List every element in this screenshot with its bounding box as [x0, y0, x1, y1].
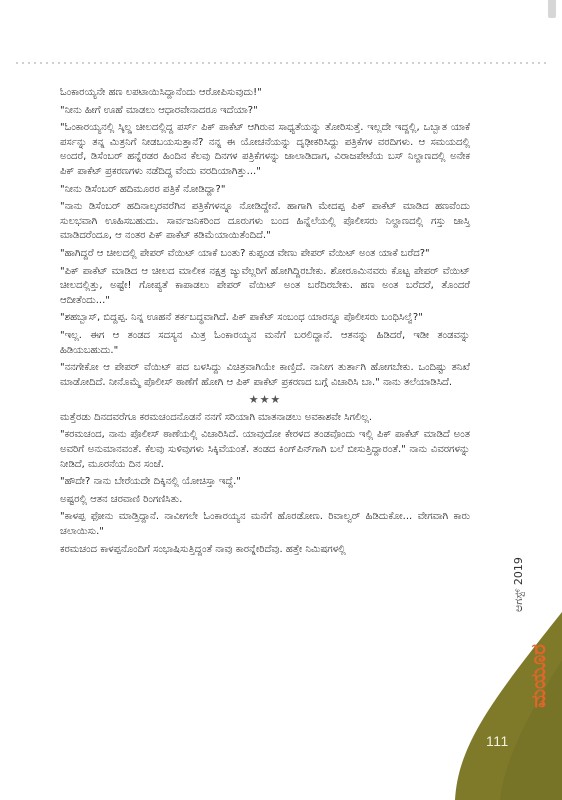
- issue-date: ಆಗಸ್ಟ್ 2019: [512, 557, 525, 612]
- paragraph: "ಶಹಬ್ಬಾಸ್, ಬಿದ್ದಪ್ಪ. ನಿನ್ನ ಊಹನೆ ತರ್ಕಬದ್ಧವಾಗಿದೆ. ಪಿಕ್ ಪಾಕೆಟ್ ಸಂಬಂಧ ಯಾರನ್ನೂ ಪೊಲೀಸರು ಬಂಧಿಸಿಲ್ವೆ?": [60, 312, 423, 324]
- paragraph: "ಪಿಕ್ ಪಾಕೆಟ್ ಮಾಡಿದ ಆ ಚೀಲದ ಮಾಲೀಕ ನಕ್ಷತ್ರ ಜ್ಯುವೆಲ್ಲರಿಗೆ ಹೋಗಿದ್ದಿರಬೇಕು. ಶೋರೂಮಿನವರು ಕೊಟ್ಟ ಪೇಪರ್ ವೆಯಿಟ್ ಚೀಲದಲ್ಲಿತ್ತು, ಅಷ್ಟೇ! ಗೋಪ್ಯತೆ ಕಾಪಾಡಲು ಪೇಪರ್ ವೆಯಿಟ್ ಅಂತ ಬರೆದಿರಬೇಕು. ಹಣ ಅಂತ ಬರೆದರೆ, ತೊಂದರೆ ಆದೀತೆಂದು...": [60, 265, 470, 306]
- section-separator: ★★★: [248, 393, 282, 407]
- paragraph: "ನೀನು ಡಿಸೆಂಬರ್ ಹದಿಮೂರರ ಪತ್ರಿಕೆ ನೋಡಿದ್ದಾ?": [60, 183, 226, 195]
- paragraph: "ಕರಮಚಂದ, ನಾನು ಪೊಲೀಸ್ ಠಾಣೆಯಲ್ಲಿ ವಿಚಾರಿಸಿದೆ. ಯಾವುದೋ ಕೇರಳದ ತಂಡವೊಂದು ಇಲ್ಲಿ ಪಿಕ್ ಪಾಕೆಟ್ ಮಾಡಿದೆ ಅಂತ ಅವರಿಗೆ ಅನುಮಾನವಂತೆ. ಕೆಲವು ಸುಳಿವುಗಳು ಸಿಕ್ಕಿವೆಯಂತೆ. ತಂಡದ ಕಿಂಗ್‌ಪಿನ್‌ಗಾಗಿ ಬಲೆ ಬೀಸುತ್ತಿದ್ದಾರಂತೆ." ನಾನು ವಿವರಗಳನ್ನು ನೀಡಿದೆ, ಮೂರನೆಯ ದಿನ ಸಂಜೆ.: [60, 429, 470, 470]
- paragraph: "ಓಂಕಾರಯ್ಯನಲ್ಲಿ ಸ್ಕಿಲ್ಡ ಚೀಲದಲ್ಲಿದ್ದ ಪರ್ಸ್ ಪಿಕ್ ಪಾಕೆಟ್ ಆಗಿರುವ ಸಾಧ್ಯತೆಯನ್ನು ತೋರಿಸುತ್ತೆ. ಇಲ್ಲದೇ ಇದ್ದಲ್ಲಿ, ಒಬ್ಬಾತ ಯಾಕೆ ಪರ್ಸನ್ನು ತನ್ನ ಮಿತ್ರನಿಗೆ ನೀಡಬಯಸುತ್ತಾನೆ? ನನ್ನ ಈ ಯೋಚನೆಯನ್ನು ದೃಢೀಕರಿಸಿದ್ದು ಪತ್ರಿಕೆಗಳ ವರದಿಗಳು. ಆ ಸಮಯದಲ್ಲಿ ಅಂದರೆ, ಡಿಸೆಂಬರ್ ಹನ್ನೆರಡರ ಹಿಂದಿನ ಕೆಲವು ದಿನಗಳ ಪತ್ರಿಕೆಗಳನ್ನು ಜಾಲಾಡಿದಾಗ, ವಿರಾಜಪೇಟೆಯ ಬಸ್ ನಿಲ್ದಾಣದಲ್ಲಿ ಅನೇಕ ಪಿಕ್ ಪಾಕೆಟ್ ಪ್ರಕರಣಗಳು ನಡೆದಿದ್ದ ವೆಂದು ವರದಿಯಾಗಿತ್ತು...": [60, 122, 470, 177]
- paragraph: ಮತ್ತೆರಡು ದಿನದವರೆಗೂ ಕರಮಚಂದನೊಡನೆ ನನಗೆ ಸರಿಯಾಗಿ ಮಾತನಾಡಲು ಅವಕಾಶವೇ ಸಿಗಲಿಲ್ಲ.: [60, 411, 373, 423]
- paragraph: "ನನಗೇಕೋ ಆ ಪೇಪರ್ ವೆಯಿಟ್ ಪದ ಬಳಸಿದ್ದು ವಿಚಿತ್ರವಾಗಿಯೇ ಕಾಣ್ತಿದೆ. ನಾನೀಗ ತುರ್ತಾಗಿ ಹೋಗಬೇಕು. ಒಂದಿಷ್ಟು ತನಿಖೆ ಮಾಡೋದಿದೆ. ನೀನೊಮ್ಮೆ ಪೊಲೀಸ್ ಠಾಣೆಗೆ ಹೋಗಿ ಆ ಪಿಕ್ ಪಾಕೆಟ್ ಪ್ರಕರಣದ ಬಗ್ಗೆ ವಿಚಾರಿಸಿ ಬಾ." ನಾನು ತಲೆಯಾಡಿಸಿದೆ.: [60, 362, 470, 388]
- paragraph: "ನೀನು ಹೀಗೆ ಊಹೆ ಮಾಡಲು ಆಧಾರವೇನಾದರೂ ಇದೆಯಾ?": [60, 104, 258, 116]
- paragraph: "ಹೌದೇ? ನಾನು ಬೇರೆಯದೇ ದಿಕ್ಕಿನಲ್ಲಿ ಯೋಚಿಸ್ತಾ ಇದ್ದೆ.": [60, 476, 241, 488]
- paragraph: "ಕಾಳಪ್ಪ ಫೋನು ಮಾಡ್ತಿದ್ದಾನೆ. ನಾವೀಗಲೇ ಓಂಕಾರಯ್ಯನ ಮನೆಗೆ ಹೊರಡೋಣ. ರಿವಾಲ್ವರ್ ಹಿಡಿದುಕೋ... ವೇಗವಾಗಿ ಕಾರು ಚಲಾಯಿಸು.": [60, 511, 470, 538]
- paragraph: "ಇಲ್ಲ. ಈಗ ಆ ತಂಡದ ಸದಸ್ಯನ ಮಿತ್ರ ಓಂಕಾರಯ್ಯನ ಮನೆಗೆ ಬರಲಿದ್ದಾನೆ. ಆತನನ್ನು ಹಿಡಿದರೆ, ಇಡೀ ತಂಡವನ್ನು ಹಿಡಿಯಬಹುದು.": [60, 329, 470, 356]
- page-number: 111: [486, 733, 509, 749]
- paragraph: ಅಷ್ಟರಲ್ಲಿ ಆತನ ಚರವಾಣಿ ರಿಂಗಣಿಸಿತು.: [60, 493, 183, 505]
- paragraph: "ಹಾಗಿದ್ದರೆ ಆ ಚೀಲದಲ್ಲಿ ಪೇಪರ್ ವೆಯಿಟ್ ಯಾಕೆ ಬಂತು? ಕುಪ್ಪಂಡ ವೇಣು ಪೇಪರ್ ವೆಯಿಟ್ ಅಂತ ಯಾಕೆ ಬರೆದ?": [60, 247, 430, 259]
- paragraph: "ನಾನು ಡಿಸೆಂಬರ್ ಹದಿನಾಲ್ಕರವರೆಗಿನ ಪತ್ರಿಕೆಗಳನ್ನೂ ನೋಡಿದ್ದೇನೆ. ಹಾಗಾಗಿ ಮೇದಪ್ಪ ಪಿಕ್ ಪಾಕೆಟ್ ಮಾಡಿದ ಹಣವೆಂದು ಸುಲಭವಾಗಿ ಊಹಿಸಬಹುದು. ಸಾರ್ವಜನಿಕರಿಂದ ದೂರುಗಳು ಬಂದ ಹಿನ್ನೆಲೆಯಲ್ಲಿ ಪೊಲೀಸರು ನಿಲ್ದಾಣದಲ್ಲಿ ಗಸ್ತು ಜಾಸ್ತಿ ಮಾಡಿದರೆಂದೂ, ಆ ನಂತರ ಪಿಕ್ ಪಾಕೆಟ್ ಕಡಿಮೆಯಾಯಿತೆಂದಿದೆ.": [60, 201, 470, 242]
- magazine-logo: ಮಯೂರ: [526, 644, 550, 708]
- paragraph: ಕರಮಚಂದ ಕಾಳಪ್ಪನೊಂದಿಗೆ ಸಂಭಾಷಿಸುತ್ತಿದ್ದಂತೆ ನಾವು ಕಾರನ್ನೇರಿದೆವು. ಹತ್ತೇ ನಿಮಿಷಗಳಲ್ಲಿ: [60, 543, 346, 555]
- paragraph: ಓಂಕಾರಯ್ಯನೇ ಹಣ ಲಪಟಾಯಿಸಿದ್ದಾನೆಂದು ಆರೋಪಿಸುವುದು!": [60, 87, 262, 98]
